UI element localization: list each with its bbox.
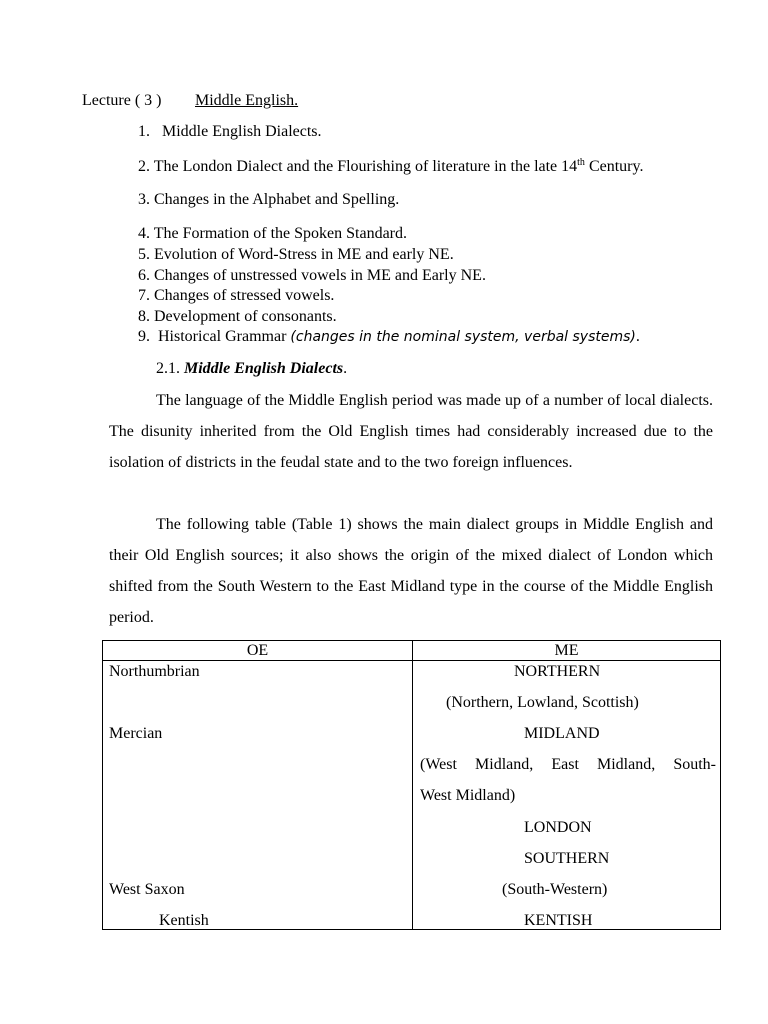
dialect-table [102,640,721,930]
oe-cell [103,661,413,930]
me-london: LONDON [524,819,592,836]
me-northern: NORTHERN [514,663,601,680]
me-cell [413,661,721,930]
toc-item-4: 4. The Formation of the Spoken Standard. [138,225,408,242]
oe-mercian: Mercian [109,725,163,742]
toc-item-6: 6. Changes of unstressed vowels in ME and Early NE. [138,267,486,284]
lecture-label: Lecture ( 3 ) [82,92,162,109]
toc-item-2: 2. The London Dialect and the Flourishing of literature in the late 14th Century. [138,157,644,175]
toc-item-9: 9. Historical Grammar (changes in the nominal system, verbal systems). [138,328,640,345]
me-northern-sub: (Northern, Lowland, Scottish) [446,694,639,711]
me-midland: MIDLAND [524,725,600,742]
section-heading: 2.1. Middle English Dialects. [156,360,348,377]
toc-item-5: 5. Evolution of Word-Stress in ME and early NE. [138,246,454,263]
oe-northumbrian: Northumbrian [109,663,200,680]
me-southern: SOUTHERN [524,850,610,867]
lecture-title: Middle English. [195,92,299,109]
header-me: ME [413,641,721,661]
toc-item-1: 1. Middle English Dialects. [138,123,322,140]
toc-item-8: 8. Development of consonants. [138,308,337,325]
paragraph-1: The language of the Middle English period was made up of a number of local dialects. The disunity inherited from the Old English times had considerably increased due to the isolation of districts in the feudal state and to the two foreign influences. [109,392,713,471]
header-oe: OE [103,641,413,661]
me-southern-sub: (South-Western) [502,881,608,898]
me-midland-sub: (West Midland, East Midland, South- [420,756,716,773]
oe-kentish: Kentish [159,912,209,929]
toc-item-3: 3. Changes in the Alphabet and Spelling. [138,191,400,208]
table-header-row [103,641,721,661]
me-midland-sub-cont: West Midland) [420,787,516,804]
paragraph-2: The following table (Table 1) shows the main dialect groups in Middle English and their Old English sources; it also shows the origin of the mixed dialect of London which shifted from the South Western to the East Midland type in the course of the Middle English period. [109,516,713,626]
oe-west-saxon: West Saxon [109,881,185,898]
table-body-row [103,661,721,930]
me-kentish: KENTISH [524,912,593,929]
toc-item-7: 7. Changes of stressed vowels. [138,287,335,304]
